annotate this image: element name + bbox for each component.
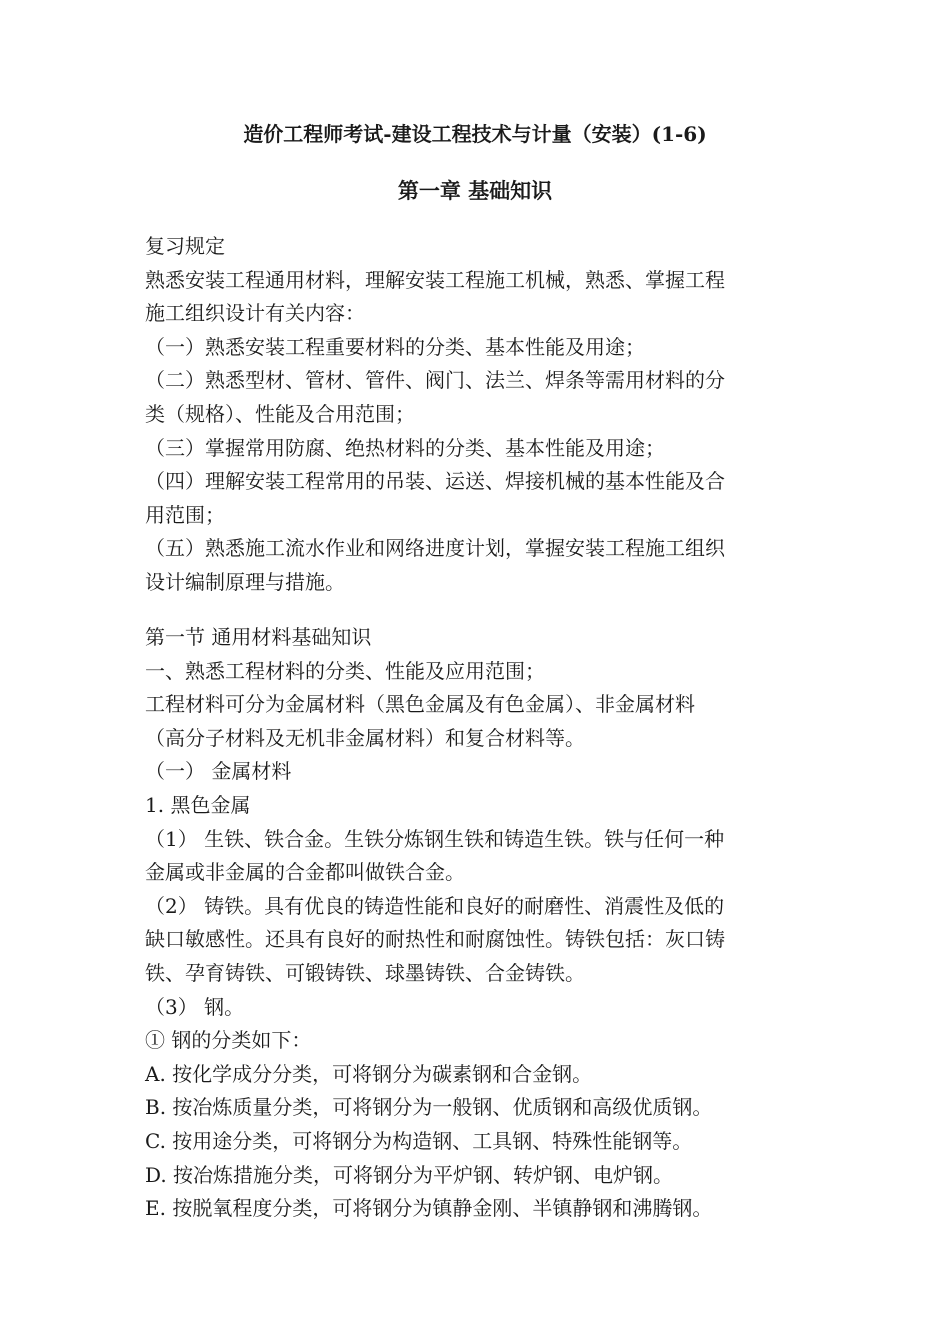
text-line: 熟悉安装工程通用材料，理解安装工程施工机械，熟悉、掌握工程 bbox=[145, 267, 725, 292]
chapter-title: 第一章 基础知识 bbox=[397, 178, 553, 203]
section-block bbox=[145, 621, 807, 1226]
text-line: ① 钢的分类如下： bbox=[145, 1028, 312, 1053]
text-line: 一、熟悉工程材料的分类、性能及应用范围； bbox=[145, 658, 545, 683]
review-heading: 复习规定 bbox=[145, 234, 225, 258]
text-line: （二）熟悉型材、管材、管件、阀门、法兰、焊条等需用材料的分 bbox=[145, 368, 725, 393]
text-line: （一）熟悉安装工程重要材料的分类、基本性能及用途； bbox=[145, 334, 645, 359]
document-title: 造价工程师考试-建设工程技术与计量（安装）(1-6) bbox=[243, 122, 707, 146]
text-line: （三）掌握常用防腐、绝热材料的分类、基本性能及用途； bbox=[145, 435, 665, 460]
text-line: D. 按冶炼措施分类，可将钢分为平炉钢、转炉钢、电炉钢。 bbox=[145, 1162, 674, 1187]
text-line: （五）熟悉施工流水作业和网络进度计划，掌握安装工程施工组织 bbox=[145, 536, 725, 561]
text-line: A. 按化学成分分类，可将钢分为碳素钢和合金钢。 bbox=[145, 1061, 593, 1086]
text-line: 缺口敏感性。还具有良好的耐热性和耐腐蚀性。铸铁包括：灰口铸 bbox=[145, 927, 725, 952]
review-requirements-block bbox=[145, 230, 807, 600]
text-line: 用范围； bbox=[145, 502, 225, 527]
text-line: 设计编制原理与措施。 bbox=[145, 569, 345, 594]
text-line: E. 按脱氧程度分类，可将钢分为镇静金刚、半镇静钢和沸腾钢。 bbox=[145, 1196, 713, 1221]
text-line: B. 按冶炼质量分类，可将钢分为一般钢、优质钢和高级优质钢。 bbox=[145, 1095, 713, 1120]
section-heading: 第一节 通用材料基础知识 bbox=[145, 625, 372, 649]
text-line: 类（规格）、性能及合用范围； bbox=[145, 401, 415, 426]
text-line: （2） 铸铁。具有优良的铸造性能和良好的耐磨性、消震性及低的 bbox=[145, 893, 725, 918]
text-line: （高分子材料及无机非金属材料）和复合材料等。 bbox=[145, 725, 585, 750]
text-line: 1. 黑色金属 bbox=[145, 792, 251, 817]
text-line: 金属或非金属的合金都叫做铁合金。 bbox=[145, 860, 465, 885]
text-line: C. 按用途分类，可将钢分为构造钢、工具钢、特殊性能钢等。 bbox=[145, 1128, 693, 1153]
text-line: （一） 金属材料 bbox=[145, 759, 292, 784]
text-line: 铁、孕育铸铁、可锻铸铁、球墨铸铁、合金铸铁。 bbox=[145, 960, 585, 985]
text-line: 施工组织设计有关内容： bbox=[145, 301, 365, 326]
text-line: 工程材料可分为金属材料（黑色金属及有色金属）、非金属材料 bbox=[145, 692, 695, 717]
text-line: （3） 钢。 bbox=[145, 994, 245, 1019]
text-line: （1） 生铁、铁合金。生铁分炼钢生铁和铸造生铁。铁与任何一种 bbox=[145, 826, 725, 851]
text-line: （四）理解安装工程常用的吊装、运送、焊接机械的基本性能及合 bbox=[145, 469, 725, 494]
